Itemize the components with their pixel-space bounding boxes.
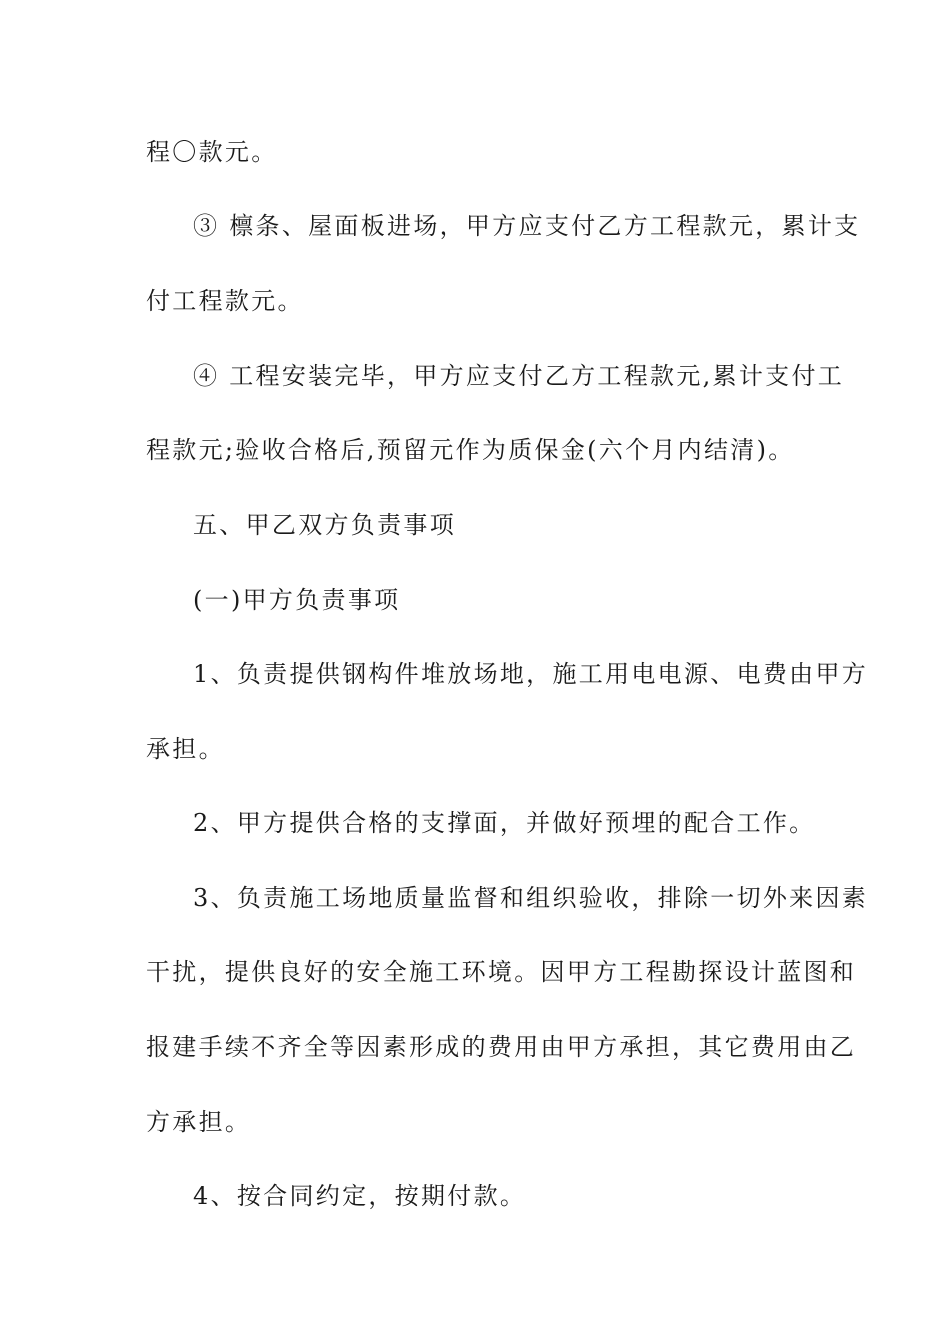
text-line-5: 程款元;验收合格后,预留元作为质保金(六个月内结清)。	[146, 436, 795, 464]
text-line-9: 承担。	[146, 735, 225, 763]
text-line-10: 2、甲方提供合格的支撑面，并做好预埋的配合工作。	[193, 809, 816, 837]
text-line-1: 程〇款元。	[146, 138, 278, 166]
text-line-13: 报建手续不齐全等因素形成的费用由甲方承担，其它费用由乙	[146, 1033, 857, 1061]
text-line-11: 3、负责施工场地质量监督和组织验收，排除一切外来因素	[193, 884, 869, 912]
text-line-15: 4、按合同约定，按期付款。	[193, 1182, 527, 1210]
text-line-4: ④ 工程安装完毕，甲方应支付乙方工程款元,累计支付工	[193, 362, 845, 390]
text-line-8: 1、负责提供钢构件堆放场地，施工用电电源、电费由甲方	[193, 660, 869, 688]
text-line-2: ③ 檩条、屋面板进场，甲方应支付乙方工程款元，累计支	[193, 212, 861, 240]
text-line-12: 干扰，提供良好的安全施工环境。因甲方工程勘探设计蓝图和	[146, 958, 857, 986]
subsection-heading: (一)甲方负责事项	[193, 586, 401, 614]
text-line-3: 付工程款元。	[146, 287, 304, 315]
section-heading: 五、甲乙双方负责事项	[193, 511, 456, 539]
text-line-14: 方承担。	[146, 1108, 252, 1136]
